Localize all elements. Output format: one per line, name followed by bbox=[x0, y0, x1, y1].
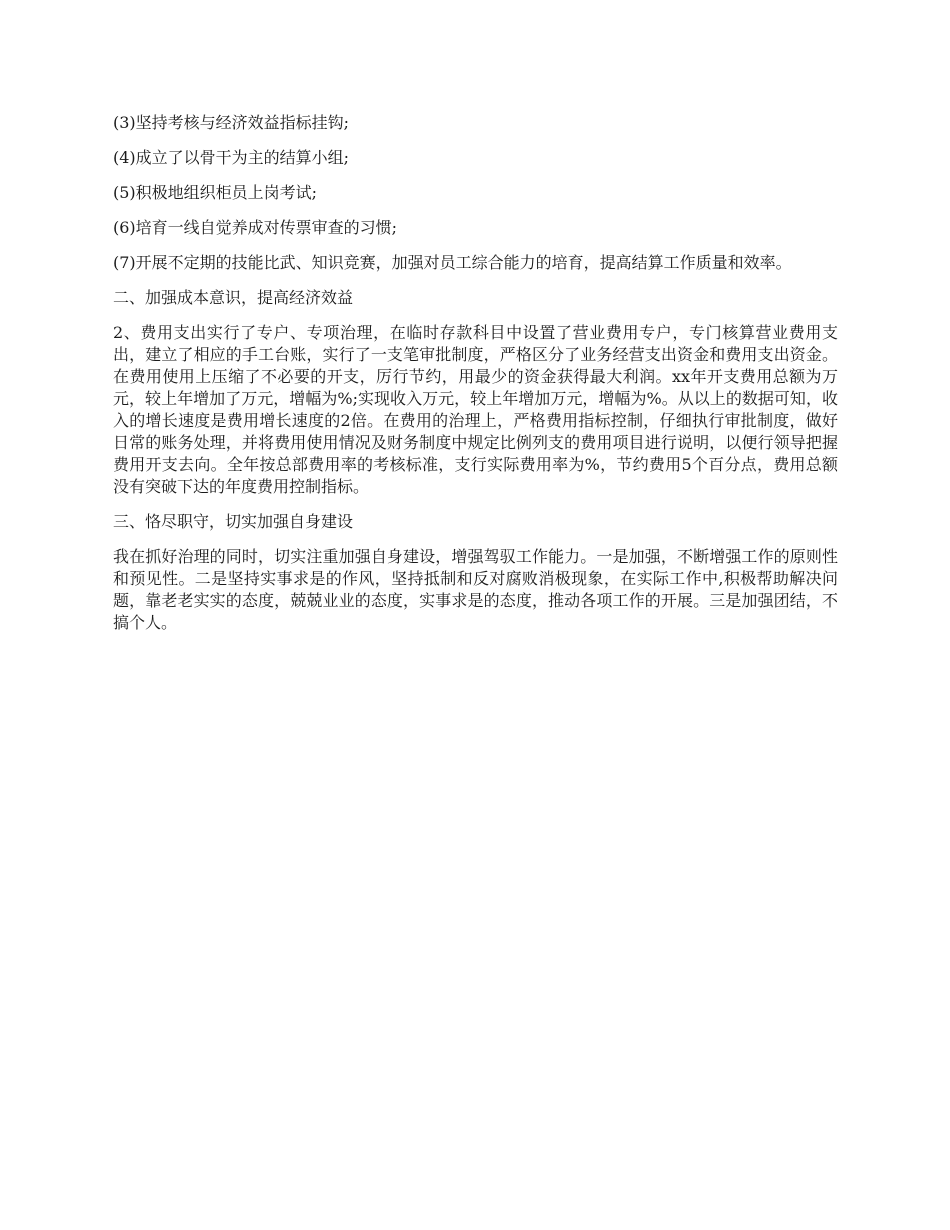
section-heading-cost-awareness: 二、加强成本意识，提高经济效益 bbox=[113, 288, 354, 307]
document-body bbox=[113, 112, 838, 647]
section-heading-self-building: 三、恪尽职守，切实加强自身建设 bbox=[113, 512, 354, 531]
list-item: (5)积极地组织柜员上岗考试; bbox=[113, 183, 318, 202]
list-item: (3)坚持考核与经济效益指标挂钩; bbox=[113, 113, 350, 132]
section-body-cost-awareness: 2、费用支出实行了专户、专项治理，在临时存款科目中设置了营业费用专户，专门核算营业费用支出，建立了相应的手工台账，实行了一支笔审批制度，严格区分了业务经营支出资金和费用支出资金。在费用使用上压缩了不必要的开支，厉行节约，用最少的资金获得最大利润。xx年开支费用总额为万元，较上年增加了万元，增幅为%;实现收入万元，较上年增加万元，增幅为%。从以上的数据可知，收入的增长速度是费用增长速度的2倍。在费用的治理上，严格费用指标控制，仔细执行审批制度，做好日常的账务处理，并将费用使用情况及财务制度中规定比例列支的费用项目进行说明，以便行领导把握费用开支去向。全年按总部费用率的考核标准，支行实际费用率为%，节约费用5个百分点，费用总额没有突破下达的年度费用控制指标。 bbox=[113, 323, 838, 496]
list-item: (6)培育一线自觉养成对传票审查的习惯; bbox=[113, 218, 398, 237]
list-item: (4)成立了以骨干为主的结算小组; bbox=[113, 148, 350, 167]
list-item: (7)开展不定期的技能比武、知识竞赛，加强对员工综合能力的培育，提高结算工作质量和效率。 bbox=[113, 253, 792, 272]
section-body-self-building: 我在抓好治理的同时，切实注重加强自身建设，增强驾驭工作能力。一是加强，不断增强工作的原则性和预见性。二是坚持实事求是的作风，坚持抵制和反对腐败消极现象，在实际工作中,积极帮助解决问题，靠老老实实的态度，兢兢业业的态度，实事求是的态度，推动各项工作的开展。三是加强团结，不搞个人。 bbox=[113, 547, 838, 632]
